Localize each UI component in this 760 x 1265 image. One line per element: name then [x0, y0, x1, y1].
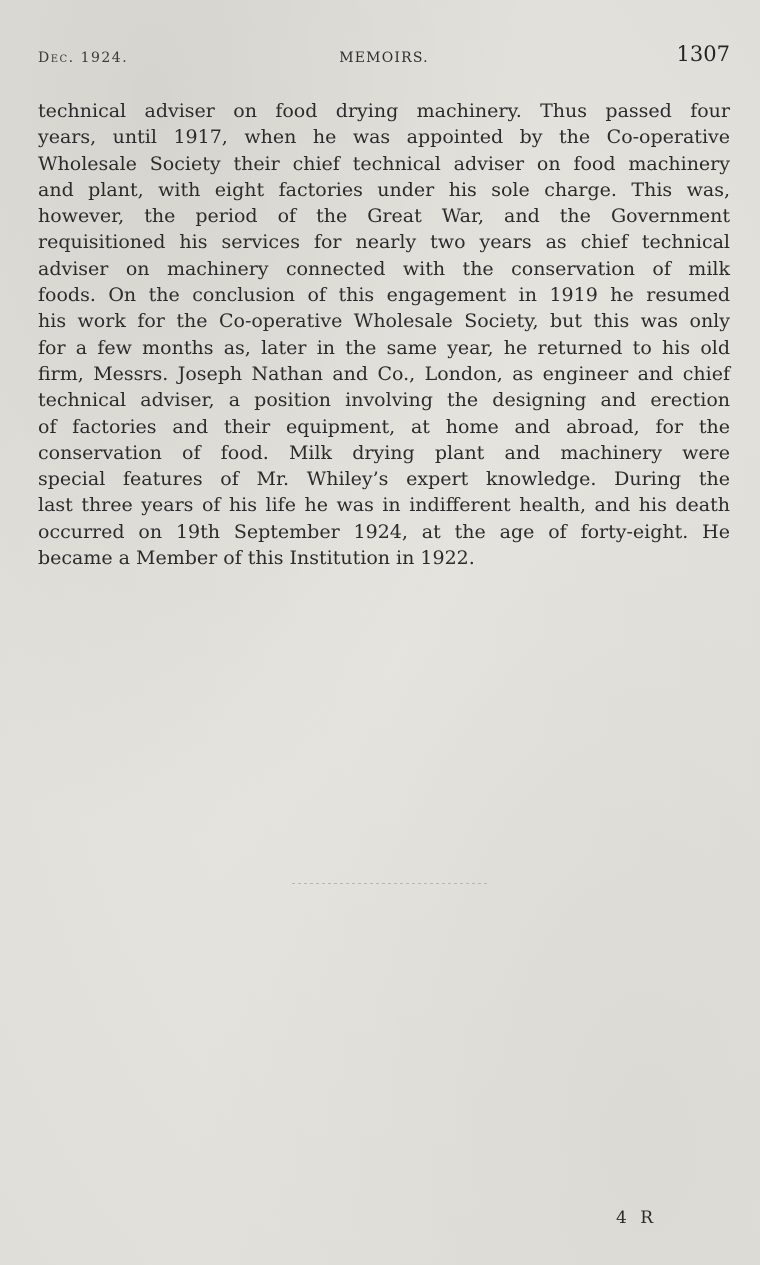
text-line: foods. On the conclusion of this engagement in 1919 he resumed	[38, 284, 730, 307]
text-line: Wholesale Society their chief technical adviser on food machinery	[38, 152, 730, 175]
text-line: technical adviser on food drying machinery. Thus passed four	[38, 100, 730, 122]
page-number: 1307	[676, 42, 730, 66]
running-head-title: MEMOIRS.	[339, 50, 429, 66]
text-line: however, the period of the Great War, and the Government	[38, 205, 730, 228]
faint-rule-mark	[292, 883, 490, 884]
page-header	[38, 40, 730, 70]
text-line: years, until 1917, when he was appointed by the Co-operative	[38, 126, 730, 149]
text-line: requisitioned his services for nearly two years as chief technical	[38, 231, 730, 254]
text-line: for a few months as, later in the same year, he returned to his old	[38, 336, 730, 359]
header-date: Dec. 1924.	[38, 50, 129, 66]
text-line: of factories and their equipment, at home and abroad, for the	[38, 415, 730, 438]
text-line: occurred on 19th September 1924, at the age of forty-eight. He	[38, 520, 730, 543]
text-line: last three years of his life he was in indifferent health, and his death	[38, 494, 730, 517]
memoir-paragraph	[38, 98, 730, 571]
text-line-last: became a Member of this Institution in 1922.	[38, 547, 475, 570]
text-line: and plant, with eight factories under his sole charge. This was,	[38, 178, 730, 201]
text-line: conservation of food. Milk drying plant and machinery were	[38, 441, 730, 464]
text-line: firm, Messrs. Joseph Nathan and Co., London, as engineer and chief	[38, 362, 730, 385]
text-line: adviser on machinery connected with the conservation of milk	[38, 257, 730, 280]
signature-mark: 4 R	[616, 1208, 658, 1228]
text-line: special features of Mr. Whiley’s expert knowledge. During the	[38, 468, 730, 491]
text-line: technical adviser, a position involving the designing and erection	[38, 389, 730, 412]
text-line: his work for the Co-operative Wholesale Society, but this was only	[38, 310, 730, 333]
